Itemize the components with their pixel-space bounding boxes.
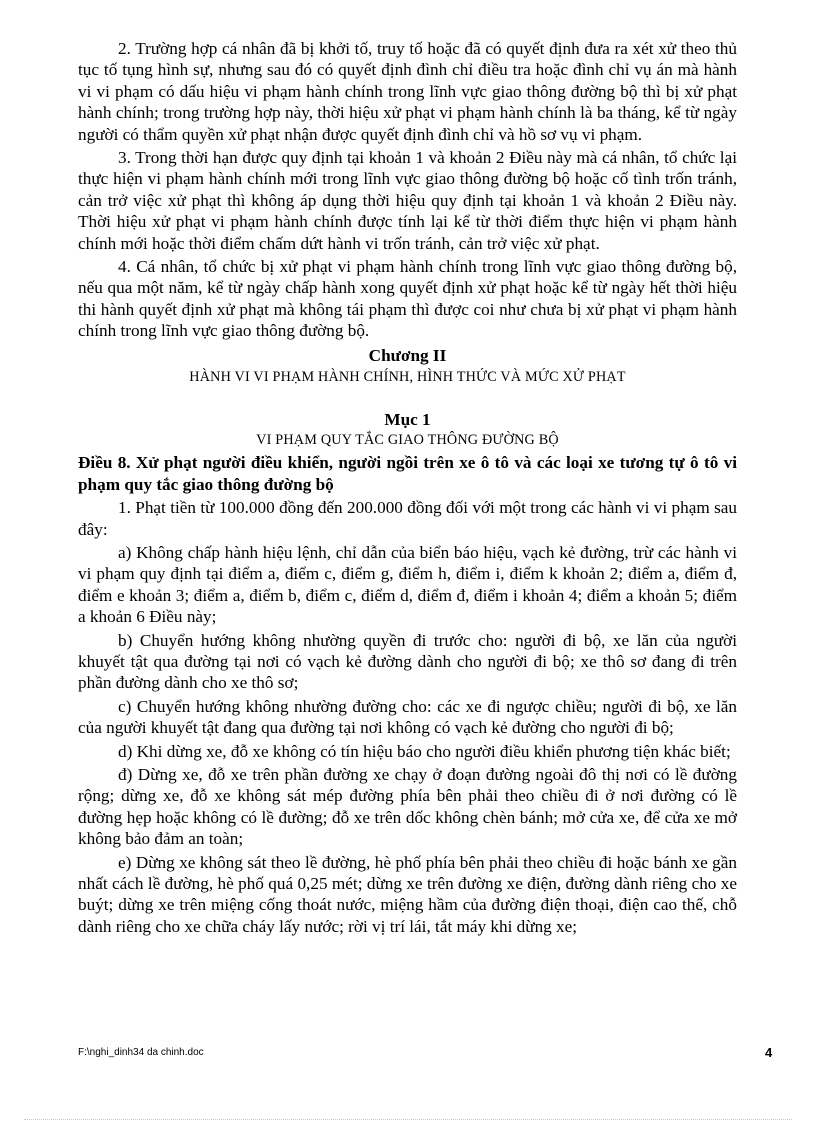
section-title: Mục 1 <box>384 409 431 429</box>
page-bottom-edge <box>24 1119 792 1120</box>
clause-3-paragraph: 3. Trong thời hạn được quy định tại khoản 1 và khoản 2 Điều này mà cá nhân, tổ chức lại thực hiện vi phạm hành chính mới trong lĩnh vực giao thông đường bộ hoặc cố tình trốn tránh, cản trở việc xử phạt thì không áp dụng thời hiệu quy định tại khoản 1 và khoản 2 Điều này. Thời hiệu xử phạt vi phạm hành chính được tính lại kể từ thời điểm thực hiện vi phạm hành chính mới hoặc thời điểm chấm dứt hành vi trốn tránh, cản trở việc xử phạt. <box>78 148 737 253</box>
point-dd-paragraph: đ) Dừng xe, đỗ xe trên phần đường xe chạy ở đoạn đường ngoài đô thị nơi có lề đường rộng; dừng xe, đỗ xe không sát mép đường phía bên phải theo chiều đi ở nơi đường có lề đường hẹp hoặc không có lề đường; đỗ xe trên dốc không chèn bánh; mở cửa xe, để cửa xe mở không bảo đảm an toàn; <box>78 765 737 849</box>
clause-2-paragraph: 2. Trường hợp cá nhân đã bị khởi tố, truy tố hoặc đã có quyết định đưa ra xét xử theo thủ tục tố tụng hình sự, nhưng sau đó có quyết định đình chỉ điều tra hoặc đình chỉ vụ án mà hành vi vi phạm có dấu hiệu vi phạm hành chính trong lĩnh vực giao thông đường bộ thì bị xử phạt hành chính; trong trường hợp này, thời hiệu xử phạt vi phạm hành chính là ba tháng, kể từ ngày người có thẩm quyền xử phạt nhận được quyết định đình chỉ và hồ sơ vụ vi phạm. <box>78 39 737 144</box>
document-body <box>78 38 737 939</box>
article-8-title: Điều 8. Xử phạt người điều khiển, người ngồi trên xe ô tô và các loại xe tương tự ô tô vi phạm quy tắc giao thông đường bộ <box>78 453 737 494</box>
article-8-clause-1: 1. Phạt tiền từ 100.000 đồng đến 200.000 đồng đối với một trong các hành vi vi phạm sau đây: <box>78 498 737 539</box>
chapter-subtitle: HÀNH VI VI PHẠM HÀNH CHÍNH, HÌNH THỨC VÀ MỨC XỬ PHẠT <box>189 369 626 386</box>
page-number: 4 <box>765 1045 773 1060</box>
clause-4-paragraph: 4. Cá nhân, tổ chức bị xử phạt vi phạm hành chính trong lĩnh vực giao thông đường bộ, nếu qua một năm, kể từ ngày chấp hành xong quyết định xử phạt hoặc kể từ ngày hết thời hiệu thi hành quyết định xử phạt mà không tái phạm thì được coi như chưa bị xử phạt vi phạm hành chính trong lĩnh vực giao thông đường bộ. <box>78 257 737 341</box>
section-subtitle: VI PHẠM QUY TẮC GIAO THÔNG ĐƯỜNG BỘ <box>256 431 559 448</box>
chapter-title: Chương II <box>368 345 447 365</box>
point-e-paragraph: e) Dừng xe không sát theo lề đường, hè phố phía bên phải theo chiều đi hoặc bánh xe gần nhất cách lề đường, hè phố quá 0,25 mét; dừng xe trên đường xe điện, đường dành riêng cho xe buýt; dừng xe trên miệng cống thoát nước, miệng hầm của đường điện thoại, điện cao thế, chỗ dành riêng cho xe chữa cháy lấy nước; rời vị trí lái, tắt máy khi dừng xe; <box>78 852 737 936</box>
point-d-paragraph: d) Khi dừng xe, đỗ xe không có tín hiệu báo cho người điều khiển phương tiện khác biết; <box>118 741 731 761</box>
footer-file-path: F:\nghi_dinh34 da chinh.doc <box>78 1047 204 1058</box>
point-c-paragraph: c) Chuyển hướng không nhường đường cho: các xe đi ngược chiều; người đi bộ, xe lăn của người khuyết tật đang qua đường tại nơi không có vạch kẻ đường cho người đi bộ; <box>78 696 737 738</box>
point-a-paragraph: a) Không chấp hành hiệu lệnh, chỉ dẫn của biển báo hiệu, vạch kẻ đường, trừ các hành vi vi phạm quy định tại điểm a, điểm c, điểm g, điểm h, điểm i, điểm k khoản 2; điểm a, điểm đ, điểm e khoản 3; điểm a, điểm b, điểm c, điểm d, điểm đ, điểm i khoản 4; điểm a khoản 5; điểm a khoản 6 Điều này; <box>78 542 737 627</box>
point-b-paragraph: b) Chuyển hướng không nhường quyền đi trước cho: người đi bộ, xe lăn của người khuyết tật qua đường tại nơi có vạch kẻ đường dành cho người đi bộ; xe thô sơ đang đi trên phần đường dành cho xe thô sơ; <box>78 630 737 693</box>
